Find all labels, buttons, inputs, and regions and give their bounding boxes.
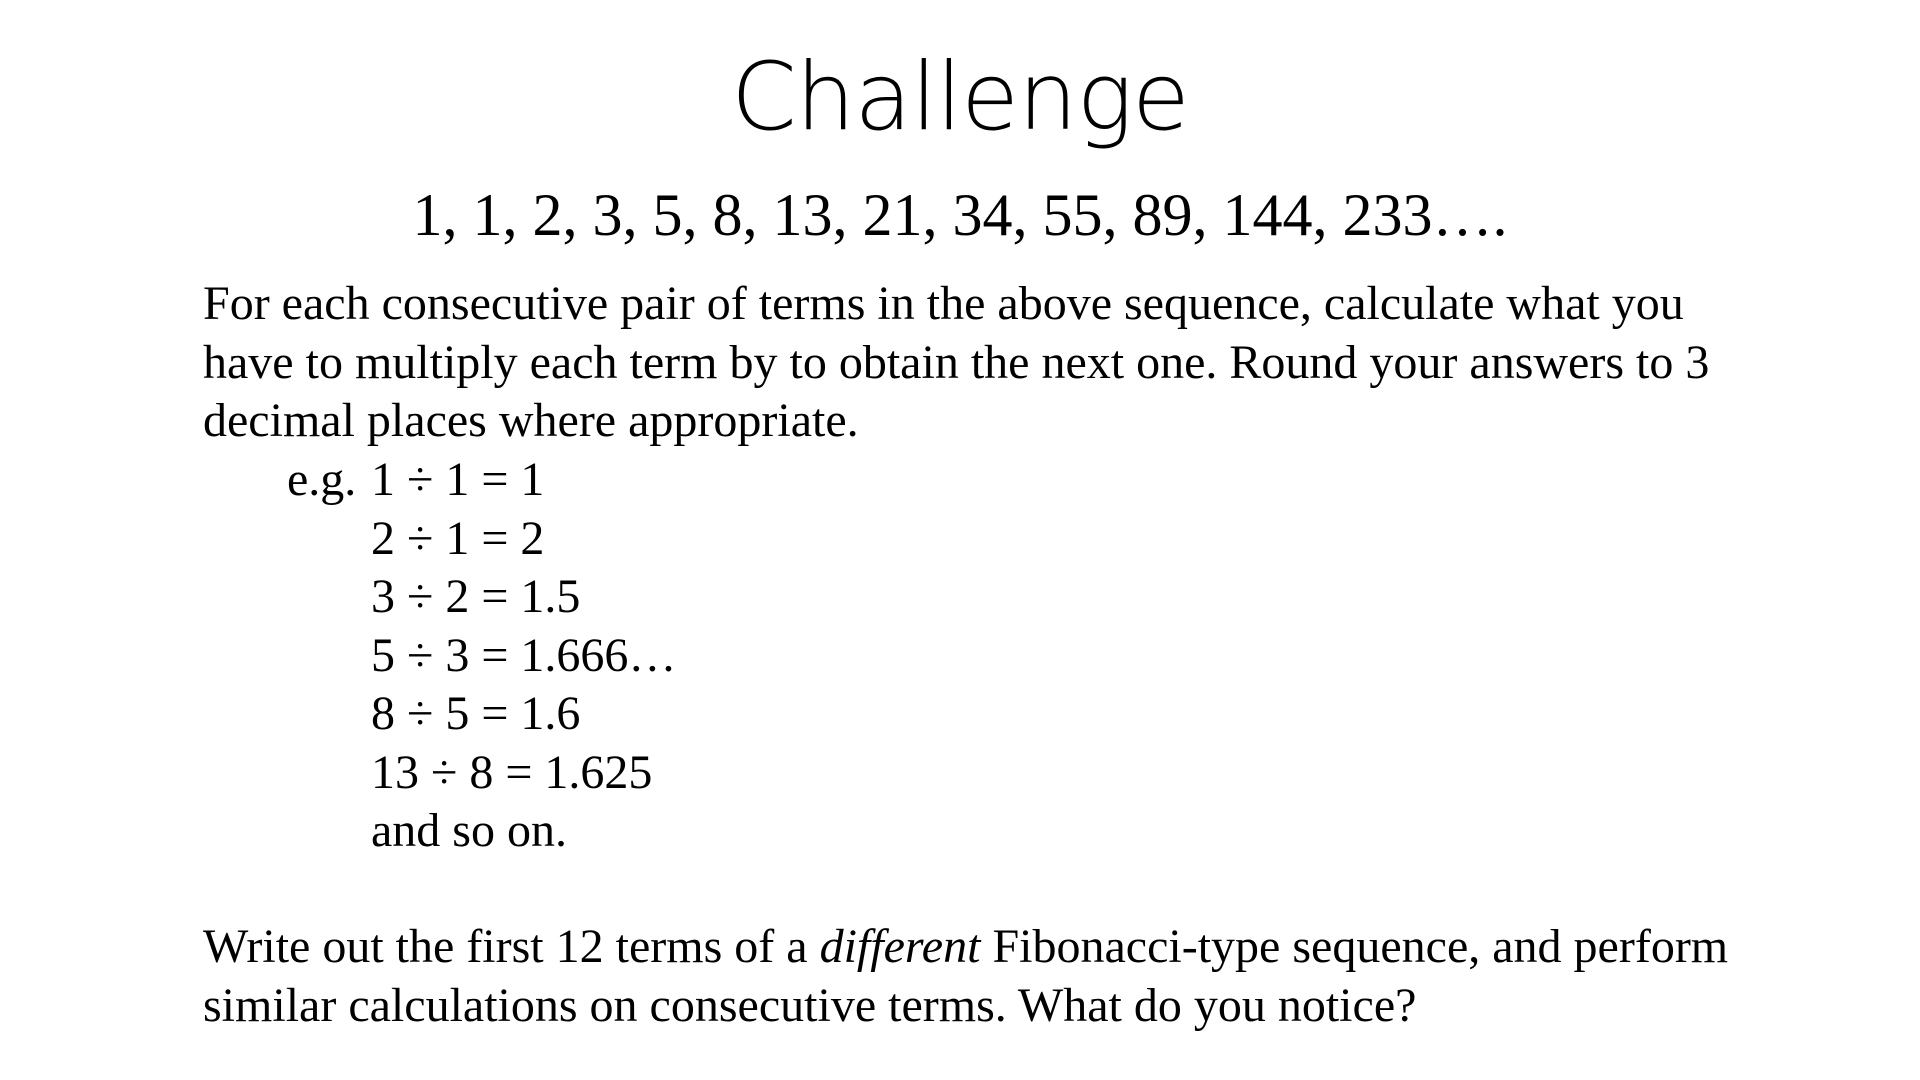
example-line: 3 ÷ 2 = 1.5: [371, 570, 581, 623]
example-line: 5 ÷ 3 = 1.666…: [371, 628, 677, 682]
example-row: [287, 510, 676, 569]
followup-text-before: Write out the first 12 terms of a: [203, 920, 820, 973]
example-line: 13 ÷ 8 = 1.625: [371, 745, 653, 799]
example-line: 2 ÷ 1 = 2: [371, 511, 545, 565]
instructions-paragraph: For each consecutive pair of terms in the above sequence, calculate what you have to multiply each term by to obtain the next one. Round your answers to 3 decimal places where appropriate.: [203, 277, 1710, 447]
followup-text-after: Fibonacci-type sequence, and perform similar calculations on consecutive terms. What do you notice?: [203, 920, 1729, 1032]
example-line: 1 ÷ 1 = 1: [371, 453, 545, 506]
example-prefix: e.g.: [287, 453, 357, 506]
slide-title: Challenge: [731, 43, 1189, 152]
example-row: [287, 685, 676, 744]
fibonacci-sequence: 1, 1, 2, 3, 5, 8, 13, 21, 34, 55, 89, 144, 233….: [412, 182, 1508, 248]
example-row: [287, 568, 676, 627]
example-row: [287, 627, 676, 686]
followup-paragraph: [203, 918, 1763, 1035]
followup-emphasis: different: [819, 920, 981, 973]
example-line: and so on.: [371, 804, 567, 857]
examples-list: [287, 451, 676, 861]
example-row: [287, 802, 676, 861]
example-row: [287, 744, 676, 803]
example-row: [287, 451, 676, 510]
example-line: 8 ÷ 5 = 1.6: [371, 687, 581, 740]
